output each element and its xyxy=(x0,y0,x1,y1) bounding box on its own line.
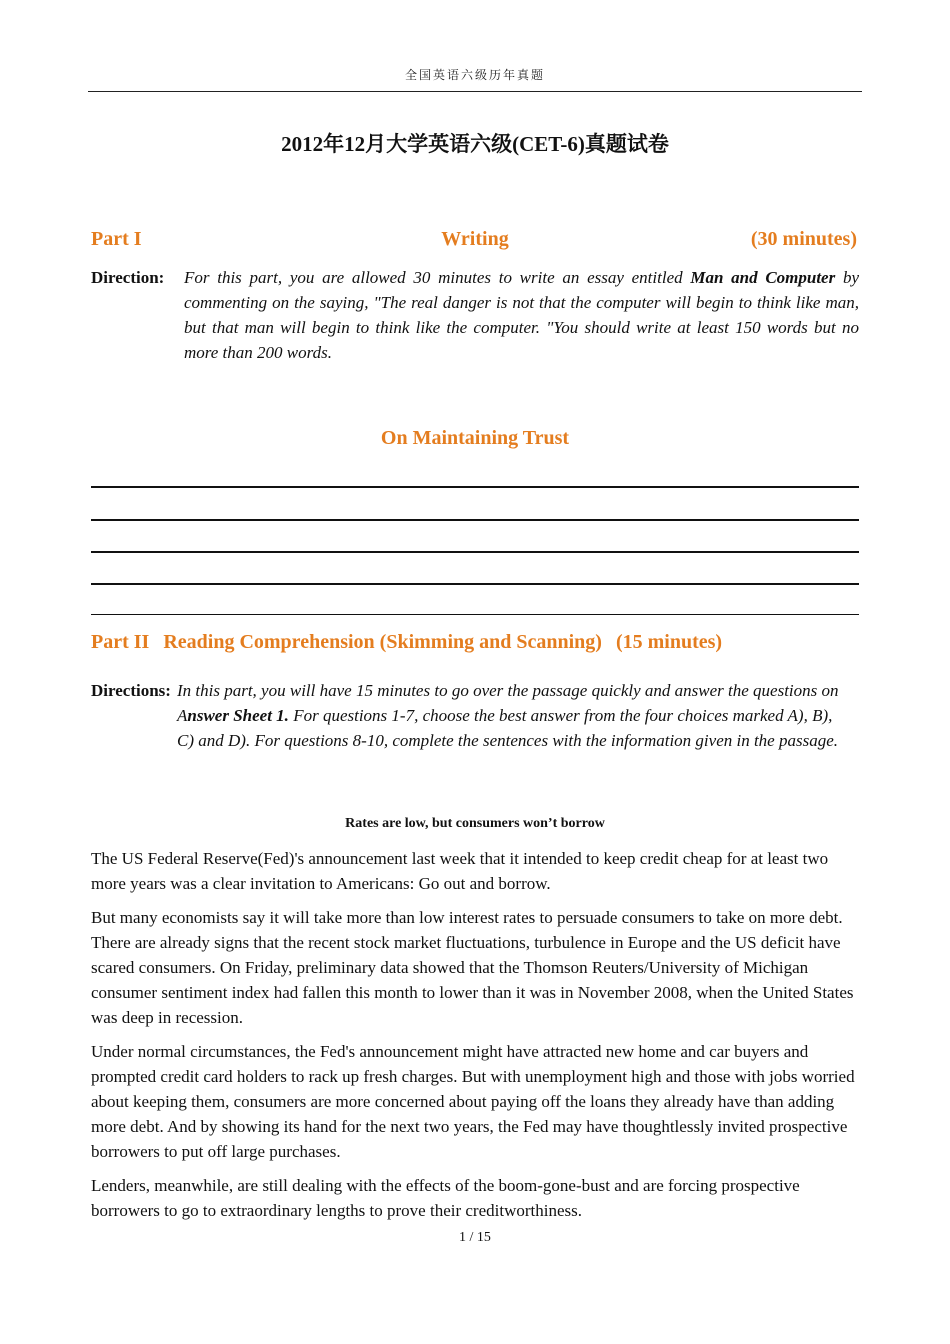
writing-line-2 xyxy=(91,519,859,521)
passage-paragraph: The US Federal Reserve(Fed)'s announcement last week that it intended to keep credit cheap for at least two more years was a clear invitation to Americans: Go out and borrow. xyxy=(91,849,829,893)
part1-name: Writing xyxy=(441,228,509,250)
part2-direction-label: Directions: xyxy=(91,681,171,700)
part2-name: Reading Comprehension (Skimming and Scanning) xyxy=(163,631,602,653)
part1-heading xyxy=(91,228,859,256)
writing-line-5 xyxy=(91,614,859,615)
passage-body xyxy=(91,846,859,1232)
page-number: 1 / 15 xyxy=(459,1230,491,1245)
writing-line-3 xyxy=(91,551,859,553)
header-divider xyxy=(88,91,862,92)
passage-paragraph: But many economists say it will take more than low interest rates to persuade consumers to take on more debt. There are already signs that the recent stock market fluctuations, turbulence in Europe and the US deficit have scared consumers. On Friday, preliminary data showed that the Thomson Reuters/University of Michigan consumer sentiment index had fallen this month to lower than it was in November 2008, when the United States was deep in recession. xyxy=(91,908,854,1027)
part2-answer-sheet: nswer Sheet 1. xyxy=(187,706,289,725)
part2-direction-after: For questions 1-7, choose the best answer from the four choices marked A), B), C) and D). For questions 8-10, complete the sentences with the information given in the passage. xyxy=(177,706,839,750)
part1-direction-text xyxy=(184,265,859,365)
essay-title: On Maintaining Trust xyxy=(380,427,570,449)
part1-essay-topic: Man and Computer xyxy=(690,268,836,287)
passage-paragraph: Under normal circumstances, the Fed's announcement might have attracted new home and car buyers and prompted credit card holders to rack up fresh charges. But with unemployment high and those with jobs worried about keeping them, consumers are more concerned about paying off the loans they already have than adding more debt. And by showing its hand for the next two years, the Fed may have thoughtlessly invited prospective borrowers to put off large purchases. xyxy=(91,1042,855,1161)
passage-paragraph: Lenders, meanwhile, are still dealing with the effects of the boom-gone-bust and are forcing prospective borrowers to go to extraordinary lengths to prove their creditworthiness. xyxy=(91,1176,800,1220)
part1-direction-before: For this part, you are allowed 30 minutes to write an essay entitled xyxy=(184,268,691,287)
part2-number: Part II xyxy=(91,631,150,653)
part2-direction-text xyxy=(177,678,852,753)
part1-direction-label: Direction: xyxy=(91,268,165,287)
writing-line-4 xyxy=(91,583,859,585)
page-header: 全国英语六级历年真题 xyxy=(404,68,545,82)
part1-direction-after: by commenting on the saying, "The real danger is not that the computer will begin to think like man, but that man will begin to think like the computer. "You should write at least 150 words but no more than 200 words. xyxy=(184,268,859,362)
part1-time: (30 minutes) xyxy=(750,228,857,250)
part1-number: Part I xyxy=(91,228,142,250)
document-title: 2012年12月大学英语六级(CET-6)真题试卷 xyxy=(281,132,669,156)
part2-time: (15 minutes) xyxy=(615,631,723,653)
part2-heading xyxy=(91,631,859,654)
writing-line-1 xyxy=(91,486,859,488)
passage-title: Rates are low, but consumers won’t borrow xyxy=(345,816,605,831)
part2-direction-before: In this part, you will have 15 minutes to go over the passage quickly and answer the questions on A xyxy=(177,681,839,725)
